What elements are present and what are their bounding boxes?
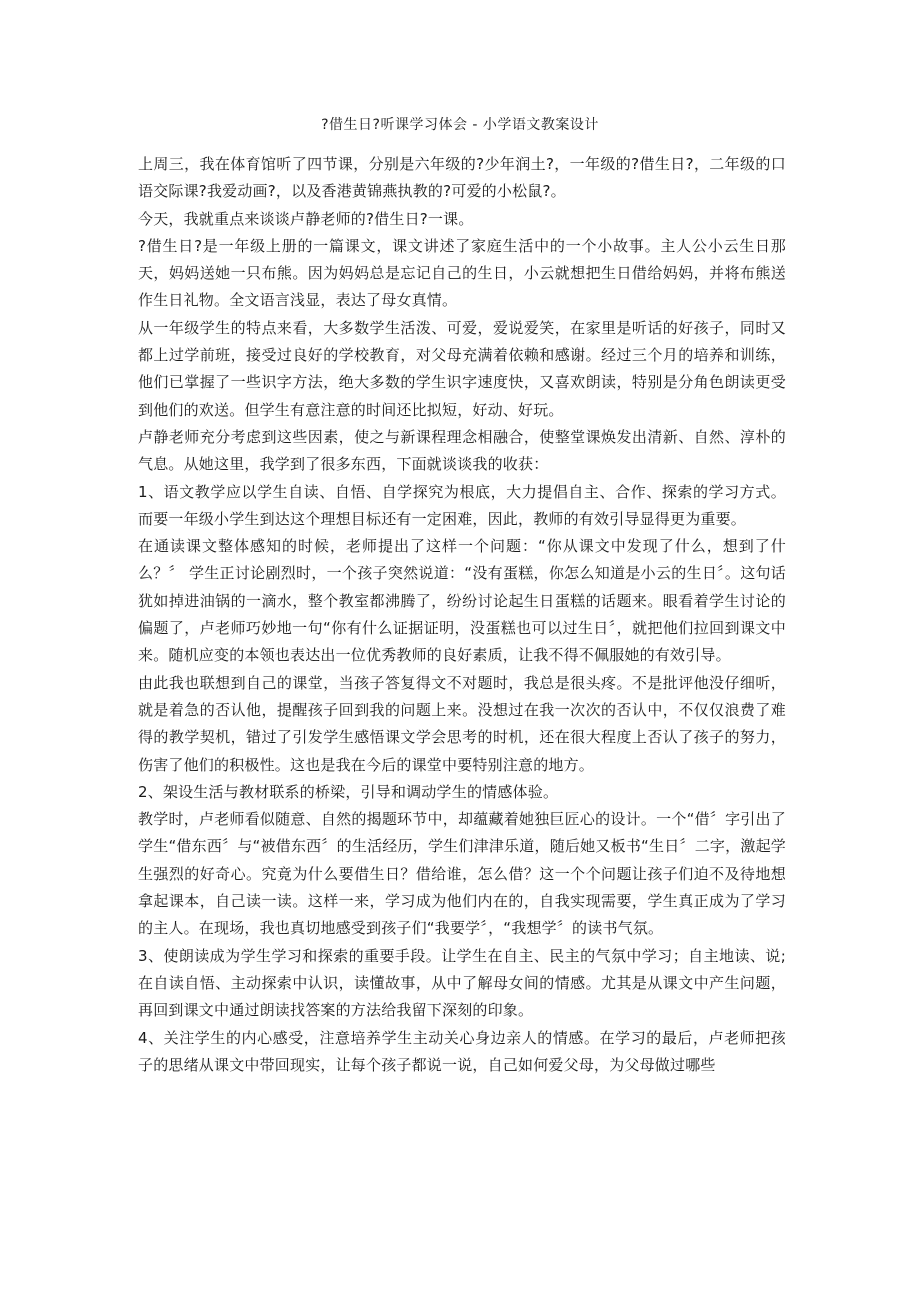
paragraph-teaching: 教学时，卢老师看似随意、自然的揭题环节中，却蕴藏着她独巨匠心的设计。一个“借〞字引出了学生“借东西〞与“被借东西〞的生活经历，学生们津津乐道，随后她又板书“生日〞二字，激起学生强烈的好奇心。究竟为什么要借生日？借给谁，怎么借？这一个个问题让孩子们迫不及待地想拿起课本，自己读一读。这样一来，学习成为他们内在的，自我实现需要，学生真正成为了学习的主人。在现场，我也真切地感受到孩子们“我要学〞，“我想学〞的读书气氛。	[138, 810, 786, 938]
paragraph-point-3: 3、使朗读成为学生学习和探索的重要手段。让学生在自主、民主的气氛中学习；自主地读、说; 在自读自悟、主动探索中认识，读懂故事，从中了解母女间的情感。尤其是从课文中产生问题，再回到课文中通过朗读找答案的方法给我留下深刻的印象。	[138, 946, 786, 1020]
document-title: ?借生日?听课学习体会 - 小学语文教案设计	[321, 117, 599, 133]
paragraph-teacher: 卢静老师充分考虑到这些因素，使之与新课程理念相融合，使整堂课焕发出清新、自然、淳朴的气息。从她这里，我学到了很多东西，下面就谈谈我的收获：	[138, 427, 786, 474]
paragraph-focus: 今天，我就重点来谈谈卢静老师的?借生日?一课。	[138, 209, 474, 228]
paragraph-reflection: 由此我也联想到自己的课堂，当孩子答复得文不对题时，我总是很头疼。不是批评他没仔细听，就是着急的否认他，提醒孩子回到我的问题上来。没想过在我一次次的否认中，不仅仅浪费了难得的教学契机，错过了引发学生感悟课文学会思考的时机，还在很大程度上否认了孩子的努力，伤害了他们的积极性。这也是我在今后的课堂中要特别注意的地方。	[138, 673, 786, 774]
paragraph-intro: 上周三，我在体育馆听了四节课，分别是六年级的?少年润土?，一年级的?借生日?，二年级的口语交际课?我爱动画?，以及香港黄锦燕执教的?可爱的小松鼠?。	[138, 155, 786, 201]
paragraph-point-1: 1、语文教学应以学生自读、自悟、自学探究为根底，大力提倡自主、合作、探索的学习方式。而要一年级小学生到达这个理想目标还有一定困难，因此，教师的有效引导显得更为重要。	[138, 482, 786, 528]
document-body	[138, 151, 786, 1079]
paragraph-students: 从一年级学生的特点来看，大多数学生活泼、可爱，爱说爱笑，在家里是听话的好孩子，同时又都上过学前班，接受过良好的学校教育，对父母充满着依赖和感谢。经过三个月的培养和训练，他们已掌握了一些识字方法，绝大多数的学生识字速度快，又喜欢朗读，特别是分角色朗读更受到他们的欢送。但学生有意注意的时间还比拟短，好动、好玩。	[138, 318, 786, 419]
paragraph-point-4: 4、关注学生的内心感受，注意培养学生主动关心身边亲人的情感。在学习的最后，卢老师把孩子的思绪从课文中带回现实，让每个孩子都说一说，自己如何爱父母，为父母做过哪些	[138, 1028, 786, 1074]
paragraph-point-2: 2、架设生活与教材联系的桥梁，引导和调动学生的情感体验。	[138, 782, 559, 801]
paragraph-example: 在通读课文整体感知的时候，老师提出了这样一个问题：“你从课文中发现了什么，想到了什么？〞 学生正讨论剧烈时，一个孩子突然说道：“没有蛋糕，你怎么知道是小云的生日〞。这句话犹如掉进油锅的一滴水，整个教室都沸腾了，纷纷讨论起生日蛋糕的话题来。眼看着学生讨论的偏题了，卢老师巧妙地一句“你有什么证据证明，没蛋糕也可以过生日〞，就把他们拉回到课文中来。随机应变的本领也表达出一位优秀教师的良好素质，让我不得不佩服她的有效引导。	[138, 537, 786, 665]
paragraph-summary: ?借生日?是一年级上册的一篇课文，课文讲述了家庭生活中的一个小故事。主人公小云生日那天，妈妈送她一只布熊。因为妈妈总是忘记自己的生日，小云就想把生日借给妈妈，并将布熊送作生日礼物。全文语言浅显，表达了母女真情。	[138, 236, 786, 310]
